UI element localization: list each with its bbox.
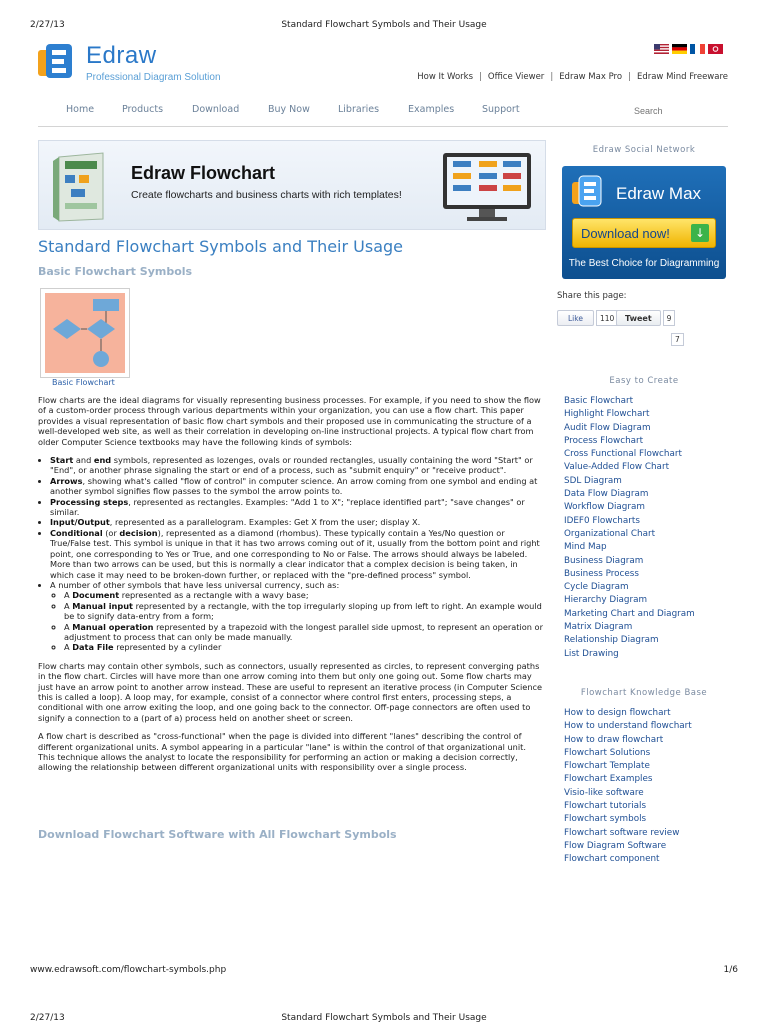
plus-count: 7: [671, 333, 684, 346]
easy-link-list: [564, 395, 734, 661]
sidebar-link[interactable]: Flowchart Template: [564, 761, 650, 772]
sidebar-link[interactable]: Hierarchy Diagram: [564, 595, 648, 606]
edraw-logo[interactable]: [38, 40, 228, 88]
top-link-how-it-works[interactable]: How It Works: [417, 72, 474, 82]
sidebar-link[interactable]: List Drawing: [564, 648, 619, 659]
jp-flag-icon[interactable]: [708, 44, 723, 54]
flowchart-image: [41, 289, 129, 377]
top-links: How It Works | Office Viewer | Edraw Max Pro | Edraw Mind Freeware: [417, 72, 728, 82]
sidebar-link[interactable]: Flowchart Examples: [564, 774, 653, 785]
edraw-max-ad[interactable]: [562, 166, 726, 279]
cross-functional-paragraph: A flow chart is described as "cross-functional" when the page is divided into different "lanes" describing the control of different organizational units. A symbol appearing in a particular "lane" is within the control of that organizational unit. This technique allows the analyst to locate the responsibility for performing an action or making a decision correctly, allowing the relationship between different organizational units with responsibility over a single process.: [38, 731, 526, 773]
sidebar-link[interactable]: Business Diagram: [564, 555, 644, 566]
sidebar-link[interactable]: How to design flowchart: [564, 708, 671, 718]
sidebar-link[interactable]: Marketing Chart and Diagram: [564, 608, 695, 619]
sidebar-link[interactable]: Flowchart component: [564, 854, 660, 865]
sidebar-link[interactable]: How to understand flowchart: [564, 721, 692, 732]
sidebar-link[interactable]: IDEF0 Flowcharts: [564, 515, 640, 526]
sidebar-link[interactable]: Flow Diagram Software: [564, 840, 667, 851]
nav-products[interactable]: Products: [122, 104, 164, 115]
edraw-logo-icon: [38, 40, 82, 84]
like-widget: [557, 311, 618, 325]
list-item: ◦ A Data File represented by a cylinder: [64, 642, 543, 652]
list-item: • Conditional (or decision), represented as a diamond (rhombus). These typically contain a Yes/No question or True/False test. This symbol is unique in that it has two arrows coming out of it, usually from the bottom point and right point, one corresponding to Yes or True, and one corresponding to No or False. The arrows should always be labeled. More than two arrows can be used, but this is normally a clear indicator that a complex decision is being taken, in which case it may need to be broken-down further, or replaced with the "pre-defined process" symbol.: [50, 528, 543, 580]
sidebar-link[interactable]: How to draw flowchart: [564, 734, 664, 745]
de-flag-icon[interactable]: [672, 44, 687, 54]
like-count: 110: [596, 310, 618, 326]
sidebar-link[interactable]: Matrix Diagram: [564, 622, 633, 633]
sidebar-link[interactable]: Highlight Flowchart: [564, 409, 650, 420]
next-page-title: Standard Flowchart Symbols and Their Usage: [281, 1013, 487, 1023]
nav-download[interactable]: Download: [192, 104, 240, 115]
sidebar-link[interactable]: Flowchart software review: [564, 827, 680, 838]
sidebar-link[interactable]: Cycle Diagram: [564, 582, 629, 593]
ad-product-name: Edraw Max: [616, 184, 702, 203]
list-item: • A number of other symbols that have less universal currency, such as: ◦ A Document represented as a rectangle with a wavy base; ◦ A Manual input represented by a rectangle, with the top irregularly sloping up from left to right. An example would be to signify data-entry from a form; ◦ A Manual operation represented by a trapezoid with the longest parallel side upmost, to represent an operation or adjustment to process that can only be made manually. ◦ A Data File represented by a cylinder: [50, 580, 543, 653]
intro-paragraph: Flow charts are the ideal diagrams for visually representing business processes. For example, if you need to show the flow of a custom-order process through various departments within your organization, you can use a flow chart. This paper provides a visual representation of basic flow chart symbols and their proposed use in communicating the structure of a well-developed web site, as well as their correlation in developing on-line instructional projects. A typical flow chart from older Computer Science textbooks may have the following kinds of symbols:: [38, 395, 541, 447]
edraw-max-logo-icon: [572, 174, 608, 210]
nav-examples[interactable]: Examples: [408, 104, 455, 115]
print-date: 2/27/13: [30, 20, 65, 30]
software-box-icon: [53, 151, 109, 223]
us-flag-icon[interactable]: [654, 44, 669, 54]
sidebar-link[interactable]: Mind Map: [564, 542, 607, 553]
sidebar-link[interactable]: Process Flowchart: [564, 435, 644, 446]
other-symbol-list: [50, 590, 543, 652]
sidebar-link[interactable]: Basic Flowchart: [564, 396, 634, 406]
top-link-edraw-max-pro[interactable]: Edraw Max Pro: [559, 72, 623, 82]
product-banner[interactable]: [38, 140, 546, 230]
section-download-heading: Download Flowchart Software with All Flowchart Symbols: [38, 828, 397, 841]
logo-name: Edraw: [86, 42, 157, 69]
sidebar-link[interactable]: Workflow Diagram: [564, 502, 645, 513]
sidebar-link[interactable]: Cross Functional Flowchart: [564, 449, 682, 460]
print-page-number: 1/6: [723, 965, 738, 975]
nav-home[interactable]: Home: [66, 104, 95, 115]
connectors-paragraph: Flow charts may contain other symbols, such as connectors, usually represented as circles, to represent converging paths in the flow chart. Circles will have more than one arrow coming into them but only one going out. Some flow charts may just have an arrow point to another arrow instead. These are useful to represent an iterative process (in Computer Science this is called a loop). A loop may, for example, consist of a connector where control first enters, processing steps, a conditional with one arrow exiting the loop, and one going back to the connector. Off-page connectors are often used to signify a connection to a (part of a) process held on another sheet or screen.: [38, 660, 543, 723]
nav-support[interactable]: Support: [482, 104, 520, 115]
list-item: • Processing steps, represented as rectangles. Examples: "Add 1 to X"; "replace identified part"; "save changes" or similar.: [50, 497, 543, 518]
sidebar-link[interactable]: Value-Added Flow Chart: [564, 462, 670, 473]
sidebar-link[interactable]: Audit Flow Diagram: [564, 422, 651, 433]
basic-flowchart-thumbnail[interactable]: [40, 288, 130, 378]
page-title: Standard Flowchart Symbols and Their Usage: [38, 237, 404, 256]
sidebar-link[interactable]: Organizational Chart: [564, 528, 656, 539]
sidebar-link[interactable]: Relationship Diagram: [564, 635, 659, 646]
article-body: [38, 395, 543, 781]
list-item: ◦ A Manual operation represented by a trapezoid with the longest parallel side upmost, to represent an operation or adjustment to process that can only be made manually.: [64, 622, 543, 643]
tweet-button[interactable]: Tweet: [616, 310, 661, 326]
sidebar-link[interactable]: Data Flow Diagram: [564, 489, 649, 500]
logo-tagline: Professional Diagram Solution: [86, 72, 221, 83]
symbol-list: [38, 455, 543, 653]
tweet-widget: [616, 311, 675, 325]
search-input[interactable]: [598, 100, 718, 122]
sidebar-link[interactable]: Flowchart Solutions: [564, 747, 651, 758]
banner-subtitle: Create flowcharts and business charts with rich templates!: [131, 189, 402, 201]
nav-libraries[interactable]: Libraries: [338, 104, 380, 115]
kb-link-list: [564, 707, 734, 867]
top-link-office-viewer[interactable]: Office Viewer: [487, 72, 545, 82]
top-link-mind-freeware[interactable]: Edraw Mind Freeware: [636, 72, 728, 82]
tweet-count: 9: [663, 310, 676, 326]
sidebar-link[interactable]: Business Process: [564, 568, 639, 579]
fr-flag-icon[interactable]: [690, 44, 705, 54]
language-flags: [654, 44, 723, 54]
download-now-button[interactable]: [572, 218, 716, 248]
next-page-date: 2/27/13: [30, 1013, 65, 1023]
share-label: Share this page:: [557, 291, 627, 301]
ad-tagline: The Best Choice for Diagramming: [568, 258, 720, 269]
like-button[interactable]: Like: [557, 310, 594, 326]
list-item: ◦ A Document represented as a rectangle with a wavy base;: [64, 590, 543, 600]
section-basic-heading: Basic Flowchart Symbols: [38, 265, 193, 278]
nav-buy-now[interactable]: Buy Now: [268, 104, 310, 115]
monitor-icon: [439, 151, 535, 225]
kb-heading: Flowchart Knowledge Base: [580, 688, 708, 698]
download-arrow-icon: ↓: [691, 224, 709, 242]
print-title: Standard Flowchart Symbols and Their Usage: [281, 20, 487, 30]
sidebar-link[interactable]: Flowchart symbols: [564, 814, 647, 825]
main-nav: [38, 96, 728, 127]
easy-heading: Easy to Create: [609, 376, 679, 386]
list-item: • Start and end symbols, represented as lozenges, ovals or rounded rectangles, usually containing the word "Start" or "End", or another phrase signaling the start or end of a process, such as "submit enquiry" or "receive product".: [50, 455, 543, 476]
download-now-label: Download now!: [581, 226, 670, 241]
print-url: www.edrawsoft.com/flowchart-symbols.php: [30, 965, 227, 975]
list-item: ◦ A Manual input represented by a rectangle, with the top irregularly sloping up from left to right. An example would be to signify data-entry from a form;: [64, 601, 543, 622]
list-item: • Input/Output, represented as a parallelogram. Examples: Get X from the user; display X.: [50, 517, 543, 527]
thumbnail-caption[interactable]: Basic Flowchart: [52, 378, 115, 387]
list-item: • Arrows, showing what's called "flow of control" in computer science. An arrow coming from one symbol and ending at another symbol signifies flow passes to the symbol the arrow points to.: [50, 476, 543, 497]
sidebar-link[interactable]: SDL Diagram: [564, 475, 622, 486]
sidebar-link[interactable]: Visio-like software: [564, 787, 644, 798]
banner-title: Edraw Flowchart: [131, 163, 276, 183]
social-heading: Edraw Social Network: [592, 145, 696, 155]
sidebar-link[interactable]: Flowchart tutorials: [564, 801, 647, 812]
